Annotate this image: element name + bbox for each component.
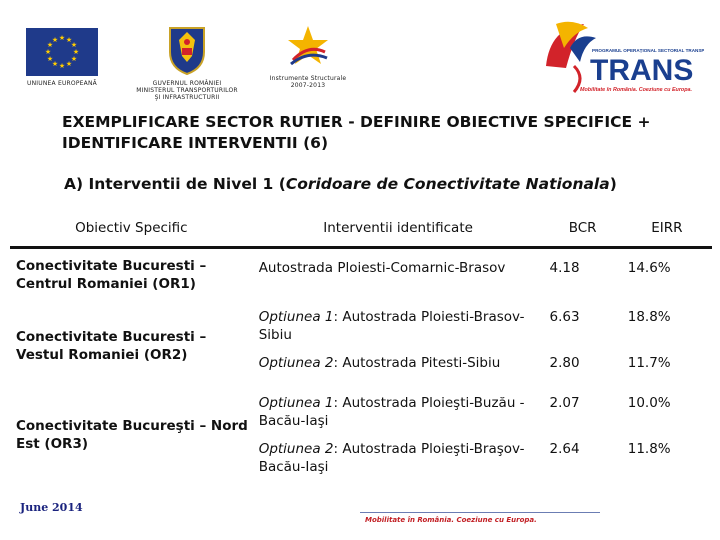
header-obiectiv: Obiectiv Specific: [10, 210, 253, 248]
coat-of-arms-icon: [162, 22, 212, 77]
page-title-line2: IDENTIFICARE INTERVENTII (6): [62, 134, 329, 152]
intervention-cell: [253, 248, 544, 302]
bcr-cell: 4.18: [549, 260, 580, 276]
eirr-cell: 14.6%: [627, 260, 671, 276]
structural-caption-line1: Instrumente Structurale: [269, 75, 347, 82]
svg-text:★: ★: [44, 48, 52, 56]
page-title-line1: EXEMPLIFICARE SECTOR RUTIER - DEFINIRE OBIECTIVE SPECIFICE +: [62, 113, 651, 131]
eirr-cell: 10.0%: [627, 394, 671, 411]
subtitle-prefix: A) Interventii de Nivel 1 (: [64, 175, 286, 193]
svg-text:★: ★: [65, 60, 73, 68]
header-interventii: Interventii identificate: [253, 210, 544, 248]
eu-logo: [26, 28, 98, 87]
svg-text:★: ★: [51, 60, 59, 68]
option-label: Optiunea 1: [258, 394, 334, 411]
interventions-table: [10, 210, 712, 480]
table-row: [10, 248, 712, 302]
footer-divider: [360, 512, 600, 513]
structural-instruments-logo: [269, 22, 347, 89]
bcr-cell: 2.64: [549, 440, 580, 457]
svg-text:★: ★: [58, 62, 66, 70]
svg-text:★: ★: [46, 55, 54, 63]
eu-caption: UNIUNEA EUROPEANĂ: [27, 80, 97, 87]
table-row: [10, 302, 712, 348]
gov-caption-line2: MINISTERUL TRANSPORTURILOR: [136, 87, 238, 94]
svg-text:★: ★: [58, 34, 66, 42]
page-title: [62, 112, 662, 154]
objective-or1: Conectivitate Bucuresti – Centrul Romaniei (OR1): [16, 258, 207, 292]
subtitle-suffix: ): [609, 175, 617, 193]
intervention-text: Autostrada Ploiesti-Comarnic-Brasov: [258, 260, 506, 276]
objective-or2: Conectivitate Bucuresti – Vestul Romaniei (OR2): [16, 328, 207, 363]
subtitle-italic: Coridoare de Conectivitate Nationala: [285, 175, 610, 193]
trans-logo-icon: [544, 18, 704, 118]
intervention-text: : Autostrada Pitesti-Sibiu: [333, 354, 501, 371]
logo-bar: [0, 0, 720, 105]
bcr-cell: 6.63: [549, 308, 580, 325]
footer-slogan: Mobilitate în România. Coeziune cu Europa.: [365, 516, 537, 524]
eirr-cell: 11.7%: [627, 354, 671, 371]
svg-text:★: ★: [70, 55, 78, 63]
option-label: Optiunea 1: [258, 308, 334, 325]
government-logo: [136, 22, 238, 101]
eu-flag-icon: [26, 28, 98, 76]
objective-or3: Conectivitate Bucureşti – Nord Est (OR3): [16, 417, 248, 452]
intervention-text: : Autostrada Ploiesti-Brasov-Sibiu: [258, 308, 525, 343]
table-row: [10, 388, 712, 434]
intervention-cell: [253, 302, 544, 348]
svg-text:★: ★: [51, 36, 59, 44]
intervention-text: : Autostrada Ploieşti-Buzău -Bacău-Iaşi: [258, 394, 525, 429]
svg-text:★: ★: [65, 36, 73, 44]
structural-instruments-icon: [283, 22, 333, 72]
intervention-cell: [253, 434, 544, 480]
eirr-cell: 18.8%: [627, 308, 671, 325]
svg-text:★: ★: [72, 48, 80, 56]
table-header-row: [10, 210, 712, 248]
structural-caption: [258, 75, 358, 89]
svg-text:★: ★: [70, 41, 78, 49]
header-eirr: EIRR: [622, 210, 712, 248]
bcr-cell: 2.80: [549, 354, 580, 371]
intervention-text: : Autostrada Ploieşti-Braşov-Bacău-Iaşi: [258, 440, 525, 475]
intervention-cell: [253, 348, 544, 388]
structural-caption-line2: 2007-2013: [290, 82, 326, 89]
gov-caption-line1: GUVERNUL ROMÂNIEI: [152, 80, 222, 87]
eirr-cell: 11.8%: [627, 440, 671, 457]
section-subtitle: [64, 175, 617, 193]
pos-transport-logo: [544, 18, 704, 118]
bcr-cell: 2.07: [549, 394, 580, 411]
footer-date: June 2014: [20, 501, 83, 514]
option-label: Optiunea 2: [258, 354, 334, 371]
svg-text:★: ★: [46, 41, 54, 49]
trans-program-text: PROGRAMUL OPERAȚIONAL SECTORIAL TRANSPORT: [592, 48, 704, 53]
trans-name-text: TRANS: [590, 54, 694, 87]
trans-slogan-text: Mobilitate în România. Coeziune cu Europa.: [580, 87, 693, 93]
header-bcr: BCR: [544, 210, 622, 248]
gov-caption-line3: ŞI INFRASTRUCTURII: [154, 94, 220, 101]
option-label: Optiunea 2: [258, 440, 334, 457]
intervention-cell: [253, 388, 544, 434]
gov-caption: [124, 80, 250, 101]
